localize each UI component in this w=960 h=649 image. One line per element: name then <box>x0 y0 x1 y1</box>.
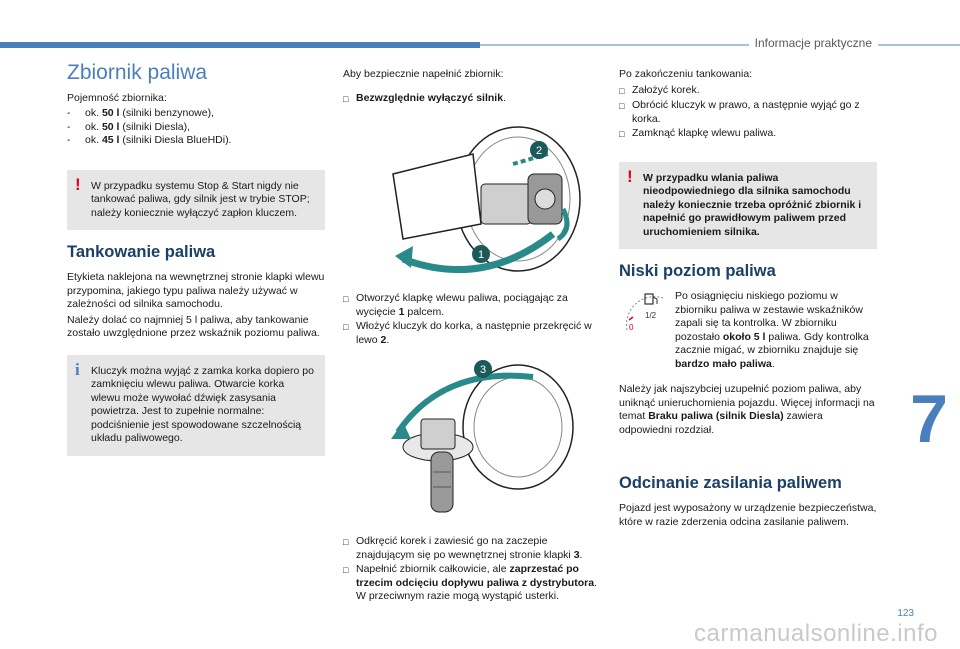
svg-text:0: 0 <box>629 323 634 332</box>
list-item: □ Bezwzględnie wyłączyć silnik. <box>343 92 603 107</box>
warning-icon: ! <box>627 166 633 186</box>
section-title: Tankowanie paliwa <box>67 243 216 261</box>
column-middle <box>343 68 603 605</box>
info-box <box>67 355 325 456</box>
svg-text:1/2: 1/2 <box>645 311 657 320</box>
checkbox-icon: □ <box>343 93 349 104</box>
checkbox-icon: □ <box>343 565 349 575</box>
low-fuel-text: Po osiągnięciu niskiego poziomu w zbiorniku paliwa w zestawie wskaźników zapali się ta kontrolka. W zbiorniku pozostało około 5 l paliwa. Gdy kontrolka zacznie migać, w zbiorniku znajduje się bardzo mało paliwa. <box>675 290 869 370</box>
list-item: □ Założyć korek. <box>619 84 877 99</box>
capacity-list <box>67 107 325 148</box>
low-fuel-block <box>619 290 877 371</box>
capacity-intro: Pojemność zbiornika: <box>67 91 167 104</box>
page-title: Zbiornik paliwa <box>67 61 208 84</box>
header-title: Informacje praktyczne <box>749 36 878 50</box>
column-left <box>67 60 325 470</box>
list-item: □ Otworzyć klapkę wlewu paliwa, pociągając za wycięcie 1 palcem. <box>343 292 568 318</box>
list-item: □ Napełnić zbiornik całkowicie, ale zaprzestać po trzecim odcięciu dopływu paliwa z dystrybutora. W przeciwnym razie mogą wystąpić usterki. <box>343 563 597 602</box>
fuel-flap-illustration <box>343 114 603 284</box>
fuel-cap-image <box>363 357 583 527</box>
list-item: - ok. 50 l (silniki Diesla), <box>67 120 191 133</box>
list-item: □ Obrócić kluczyk w prawo, a następnie wyjąć go z korka. <box>619 99 860 125</box>
chapter-number: 7 <box>910 381 948 457</box>
svg-text:2: 2 <box>535 145 543 157</box>
fuel-cap-illustration <box>343 357 603 527</box>
header-line <box>480 44 960 46</box>
list-item: - ok. 45 l (silniki Diesla BlueHDi). <box>67 134 232 146</box>
list-item: □ Włożyć kluczyk do korka, a następnie przekręcić w lewo 2. <box>343 320 592 346</box>
info-icon: i <box>75 359 80 379</box>
warning-icon: ! <box>75 174 81 194</box>
refuel-text: Należy jak najszybciej uzupełnić poziom paliwa, aby uniknąć unieruchomienia pojazdu. Więcej informacji na temat Braku paliwa (silnik Diesla) zawiera odpowiedni rozdział. <box>619 383 875 436</box>
warning-box <box>619 162 877 250</box>
watermark: carmanualsonline.info <box>694 620 938 647</box>
svg-text:1: 1 <box>477 249 485 261</box>
cutoff-text: Pojazd jest wyposażony w urządzenie bezpieczeństwa, które w razie zderzenia odcina zasilanie paliwem. <box>619 502 877 528</box>
checkbox-icon: □ <box>343 322 349 332</box>
info-text: Kluczyk można wyjąć z zamka korka dopiero po zamknięciu wlewu paliwa. Otwarcie korka wlewu może wywołać dźwięk zasysania powietrza. Jest to zupełnie normalne: podciśnienie jest spowodowane szczelnością układu paliwowego. <box>91 364 314 444</box>
warning-box <box>67 170 325 231</box>
checkbox-icon: □ <box>343 537 349 547</box>
header-bar <box>0 42 480 48</box>
checkbox-icon: □ <box>619 101 625 111</box>
svg-text:3: 3 <box>479 364 487 376</box>
column-right <box>619 68 877 531</box>
warning-text: W przypadku wlania paliwa nieodpowiedniego dla silnika samochodu należy koniecznie trzeba opróżnić zbiornik i napełnić go prawidłowym paliwem przed uruchomieniem silnika. <box>643 171 862 238</box>
list-item: - ok. 50 l (silniki benzynowe), <box>67 107 214 119</box>
checkbox-icon: □ <box>619 129 625 139</box>
section-text: Należy dolać co najmniej 5 l paliwa, aby tankowanie zostało uwzględnione przez wskaźnik poziomu paliwa. <box>67 313 320 339</box>
list-item: □ Odkręcić korek i zawiesić go na zaczepie znajdującym się po wewnętrznej stronie klapki 3. <box>343 535 583 561</box>
intro-text: Aby bezpiecznie napełnić zbiornik: <box>343 68 504 80</box>
section-title: Niski poziom paliwa <box>619 262 776 280</box>
checkbox-icon: □ <box>619 85 625 96</box>
section-title: Odcinanie zasilania paliwem <box>619 474 842 492</box>
page-number: 123 <box>897 608 914 619</box>
checkbox-icon: □ <box>343 294 349 304</box>
fuel-flap-image <box>363 114 583 284</box>
warning-text: W przypadku systemu Stop & Start nigdy nie tankować paliwa, gdy silnik jest w trybie STOP; należy koniecznie wyłączyć zapłon kluczem. <box>91 179 310 219</box>
section-text: Etykieta naklejona na wewnętrznej stronie klapki wlewu przypomina, jakiego typu paliwa należy używać w zależności od silnika samochodu. <box>67 271 325 310</box>
list-item: □ Zamknąć klapkę wlewu paliwa. <box>619 127 877 142</box>
fuel-gauge-icon <box>619 290 675 371</box>
after-intro: Po zakończeniu tankowania: <box>619 68 753 80</box>
